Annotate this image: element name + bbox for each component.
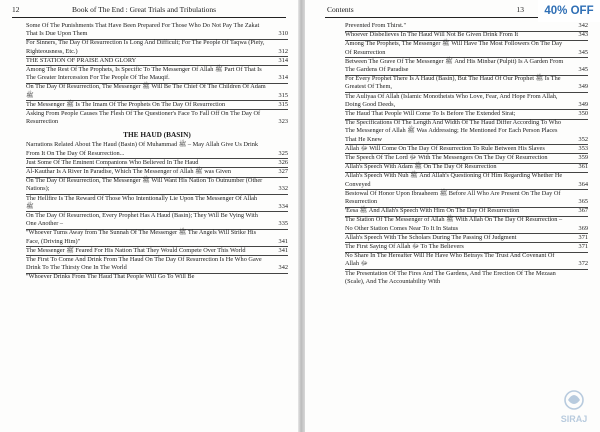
toc-entry	[26, 229, 288, 246]
toc-entry	[345, 145, 588, 154]
left-toc-list	[26, 22, 288, 283]
left-toc-top	[26, 22, 288, 127]
toc-entry	[345, 75, 588, 92]
toc-entry-title: Allah's Speech With Adam ﷺ On The Day Of Resurrection	[345, 163, 497, 171]
right-page-number: 13	[516, 5, 524, 14]
toc-entry-title: The Hellfire Is The Reward Of Those Who Intentionally Lie Upon The Messenger Of Allah ﷺ	[26, 194, 258, 210]
toc-entry	[26, 273, 288, 282]
siraj-logo-icon	[552, 384, 596, 428]
toc-entry-page: 359	[578, 154, 588, 162]
left-page	[0, 0, 298, 432]
toc-entry-title: For Every Prophet There Is A Haud (Basin), But The Haud Of Our Prophet ﷺ Is The Greatest Of Them,	[345, 75, 561, 91]
toc-entry-title: Some Of The Punishments That Have Been Prepared For Those Who Do Not Pay The Zakat That Is Due Upon Them	[26, 22, 260, 38]
toc-entry-page: 341	[278, 246, 288, 254]
right-page	[305, 0, 600, 432]
toc-entry-page: 367	[578, 207, 588, 215]
toc-entry-title: Prevented From Thirst."	[345, 22, 407, 29]
toc-entry-page: 325	[278, 149, 288, 157]
left-page-header	[0, 3, 298, 17]
toc-entry-page: 349	[578, 100, 588, 108]
book-gutter	[298, 0, 305, 432]
toc-entry	[26, 247, 288, 256]
toc-entry-page: 342	[578, 22, 588, 29]
toc-entry-title: The Auliyaa Of Allah (Islamic Monotheists Who Love, Fear, And Hope From Allah, Doing Good Deeds,	[345, 92, 558, 108]
toc-entry	[26, 159, 288, 168]
toc-entry-title: Al-Kauthar Is A River In Paradise, Which The Messenger of Allah ﷺ was Given	[26, 168, 231, 176]
toc-entry-page: 349	[578, 83, 588, 91]
toc-entry-page: 342	[278, 264, 288, 272]
right-toc-entries	[345, 22, 588, 287]
right-page-title: Contents	[327, 5, 354, 14]
toc-entry-title: Just Some Of The Eminent Companions Who Believed In The Haud	[26, 158, 199, 166]
section-heading-haud: THE HAUD (BASIN)	[123, 130, 191, 140]
toc-entry-title: Allah ﷻ Will Come On The Day Of Resurrection To Rule Between His Slaves	[345, 144, 545, 152]
toc-entry	[345, 270, 588, 287]
toc-entry-page: 364	[578, 180, 588, 188]
toc-entry-title: The First Saying Of Allah ﷻ To The Believers	[345, 243, 464, 251]
toc-entry-title: The Messenger ﷺ Is The Imam Of The Prophets On The Day Of Resurrection	[26, 100, 226, 108]
toc-entry	[26, 256, 288, 273]
toc-entry	[345, 58, 588, 75]
toc-entry-page: 371	[578, 233, 588, 241]
toc-entry-page: 352	[578, 135, 588, 143]
toc-entry-page: 335	[278, 220, 288, 228]
watermark-text: SIRAJ	[560, 414, 588, 424]
toc-entry-title: The Messenger ﷺ Feared For His Nation That They Would Compete Over This World	[26, 246, 246, 254]
toc-entry-page: 345	[578, 66, 588, 74]
toc-entry	[345, 93, 588, 110]
toc-entry-page: 345	[578, 48, 588, 56]
toc-entry-page: 365	[578, 198, 588, 206]
toc-entry-title: Asking From People Causes The Flesh Of The Questioner's Face To Fall Off On The Day Of Resurrection	[26, 110, 261, 126]
toc-entry-title: The First To Come And Drink From The Haud On The Day Of Resurrection Is He Who Gave Drink To The Thirsty One In The World	[26, 256, 262, 272]
toc-entry-page: 326	[278, 158, 288, 166]
toc-entry-title: On The Day Of Resurrection, The Messenger ﷺ Will Be The Chief Of The Children Of Adam ﷺ	[26, 83, 266, 99]
toc-entry	[345, 22, 588, 31]
toc-entry-page: 372	[578, 260, 588, 268]
toc-entry	[345, 154, 588, 163]
toc-entry	[26, 177, 288, 194]
toc-entry-page: 353	[578, 144, 588, 152]
toc-entry	[26, 212, 288, 229]
toc-entry-title: The Station Of The Messenger of Allah ﷺ With Allah On The Day Of Resurrection – No Other Station Comes Near To It In Status	[345, 216, 563, 232]
toc-entry-page: 315	[278, 91, 288, 99]
toc-entry	[26, 101, 288, 110]
toc-entry-title: Allah's Speech With Nuh ﷺ And Allah's Questioning Of Him Regarding Whether He Conveyed	[345, 172, 563, 188]
toc-entry-page: 332	[278, 185, 288, 193]
toc-entry-title: Among The Rest Of The Prophets, Is Specific To The Messenger Of Allah ﷺ Part Of That Is The Greater Intercession For The People Of The Mauqif.	[26, 66, 262, 82]
toc-entry-page: 314	[278, 74, 288, 82]
toc-entry-title: Between The Grave Of The Messenger ﷺ And His Minbar (Pulpit) Is A Garden From The Gardens Of Paradise	[345, 57, 564, 74]
toc-entry-title: 'Eesa ﷺ And Allah's Speech With Him On The Day Of Resurrection	[345, 207, 520, 215]
toc-entry-title: Among The Prophets, The Messenger ﷺ Will Have The Most Followers On The Day Of Resurrection	[345, 40, 563, 56]
toc-entry-page: 341	[278, 237, 288, 245]
toc-entry	[26, 22, 288, 39]
toc-entry-page: 361	[578, 163, 588, 171]
toc-entry-page: 310	[278, 30, 288, 38]
toc-entry	[345, 110, 588, 119]
toc-entry	[26, 83, 288, 100]
toc-entry-page: 371	[578, 243, 588, 251]
toc-entry-title: The Haud That People Will Come To Is Before The Extended Sirat;	[345, 110, 516, 118]
toc-entry-page: 315	[278, 100, 288, 108]
toc-entry-page: 350	[578, 110, 588, 118]
toc-entry	[26, 168, 288, 177]
toc-entry	[26, 141, 288, 158]
toc-entry-title: Bestowal Of Honor Upon Ibraaheem ﷺ Before All Who Are Present On The Day Of Resurrection	[345, 189, 561, 206]
toc-entry-title: "Whoever Turns Away from The Sunnah Of The Messenger ﷺ The Angels Will Strike His Face, (Driving Him)"	[26, 229, 257, 245]
toc-entry-page: 327	[278, 168, 288, 176]
toc-entry-title: The Speech Of The Lord ﷻ With The Messengers On The Day Of Resurrection	[345, 154, 548, 162]
toc-entry-title: On The Day Of Resurrection, Every Prophet Has A Haud (Basin); They Will Be Vying With One Another –	[26, 212, 258, 228]
toc-entry-page: 312	[278, 47, 288, 55]
left-toc-bottom	[26, 141, 288, 282]
siraj-watermark	[552, 384, 596, 428]
left-page-title: Book of The End : Great Trials and Tribulations	[72, 5, 217, 14]
toc-entry-title: For Sinners, The Day Of Resurrection Is Long And Difficult; For The People Of Taqwa (Piety, Righteousness, Etc.)	[26, 39, 265, 55]
toc-entry	[345, 172, 588, 189]
toc-entry	[345, 40, 588, 57]
left-header-rule	[12, 17, 286, 18]
toc-entry-title: "Whoever Drinks From The Haud That People Will Go To Will Be	[26, 273, 195, 281]
toc-entry-title: On The Day Of Resurrection, The Messenger ﷺ Will Want His Nation To Outnumber (Other Nations);	[26, 177, 263, 193]
toc-entry	[345, 252, 588, 269]
toc-entry	[345, 119, 588, 145]
toc-entry	[26, 39, 288, 56]
toc-entry-title: Whoever Disbelieves In The Haud Will Not Be Given Drink From It	[345, 31, 519, 39]
toc-entry-page: 323	[278, 118, 288, 126]
right-toc-list	[345, 22, 588, 287]
left-page-number: 12	[12, 5, 20, 14]
toc-entry-title: No Share In The Hereafter Will He Have Who Betrays The Trust And Covenant Of Allah ﷻ	[345, 252, 555, 268]
toc-entry	[26, 66, 288, 83]
toc-entry	[26, 57, 288, 66]
toc-entry	[26, 110, 288, 127]
toc-entry-page: 334	[278, 202, 288, 210]
toc-entry-title: Allah's Speech With The Scholars During The Passing Of Judgment	[345, 233, 517, 241]
toc-entry	[345, 243, 588, 252]
toc-entry-page: 369	[578, 224, 588, 232]
toc-entry	[345, 216, 588, 233]
discount-badge: 40% OFF	[538, 0, 600, 22]
toc-entry-title: The Specifications Of The Length And Width Of The Haud Differ According To Who The Messenger of Allah ﷺ Was Addressing; He Mentioned For Each Person Places That He Knew	[345, 119, 561, 143]
toc-entry	[345, 234, 588, 243]
toc-entry	[26, 195, 288, 212]
toc-entry-page: 314	[278, 56, 288, 64]
toc-entry-title: THE STATION OF PRAISE AND GLORY	[26, 56, 137, 64]
toc-entry	[345, 190, 588, 207]
toc-entry-page: 343	[578, 31, 588, 39]
toc-entry-title: The Presentation Of The Fires And The Gardens, And The Erection Of The Mezaan (Scale), And The Accountability With	[345, 269, 556, 285]
toc-entry-title: Narrations Related About The Haud (Basin) Of Muhammad ﷺ – May Allah Give Us Drink From It On The Day Of Resurrection...	[26, 141, 259, 157]
